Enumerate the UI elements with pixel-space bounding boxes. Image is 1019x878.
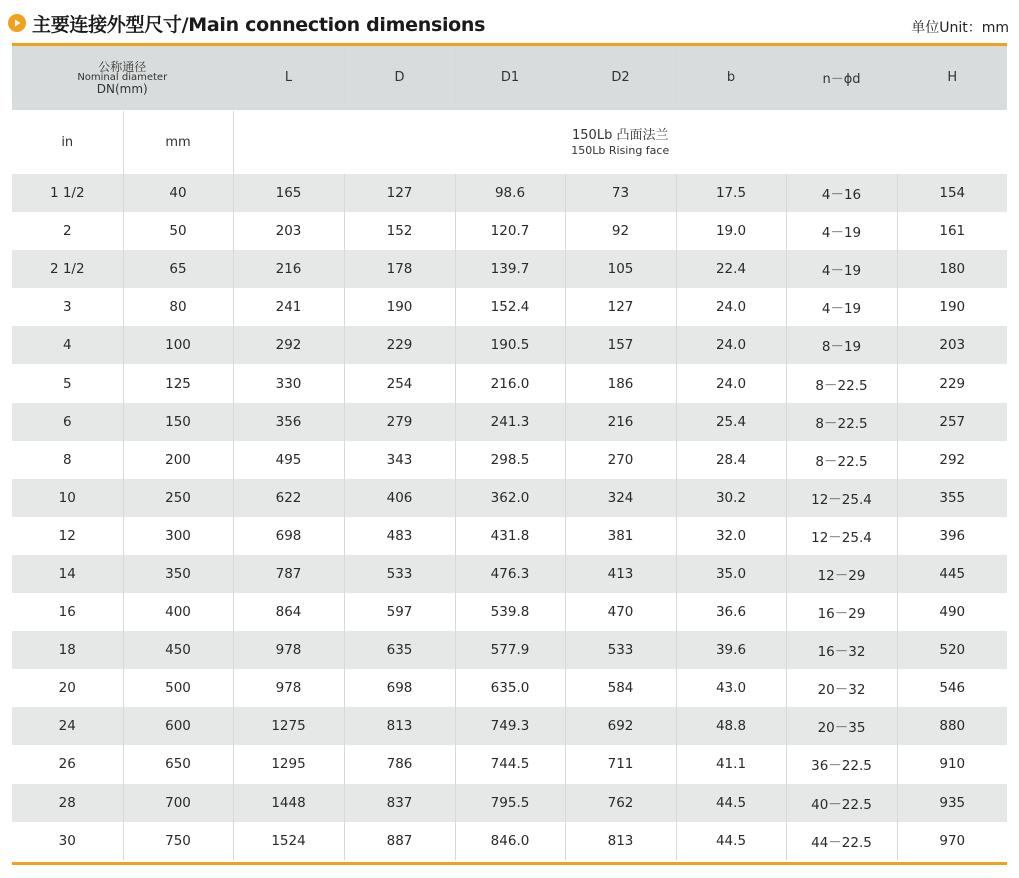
- table-cell: 600: [123, 707, 233, 745]
- table-cell: 28.4: [676, 441, 786, 479]
- table-cell: 698: [344, 669, 455, 707]
- table-cell: 880: [897, 707, 1007, 745]
- table-cell: 28: [12, 784, 123, 822]
- table-cell: 2 1/2: [12, 250, 123, 288]
- table-cell: 970: [897, 822, 1007, 860]
- table-cell: 1 1/2: [12, 174, 123, 212]
- table-cell: 500: [123, 669, 233, 707]
- table-cell: 241.3: [455, 403, 565, 441]
- column-header: L: [233, 43, 344, 110]
- column-header: H: [897, 43, 1007, 110]
- table-cell: 44.5: [676, 784, 786, 822]
- table-cell: 92: [565, 212, 676, 250]
- table-cell: 476.3: [455, 555, 565, 593]
- nominal-diameter-header: [12, 43, 233, 110]
- table-cell: 30.2: [676, 479, 786, 517]
- table-cell: 203: [897, 326, 1007, 364]
- table-cell: 887: [344, 822, 455, 860]
- table-cell: 935: [897, 784, 1007, 822]
- table-cell: 36－22.5: [786, 745, 897, 783]
- table-cell: 35.0: [676, 555, 786, 593]
- table-cell: 44－22.5: [786, 822, 897, 860]
- table-cell: 105: [565, 250, 676, 288]
- table-cell: 750: [123, 822, 233, 860]
- flange-type-en: 150Lb Rising face: [571, 143, 670, 157]
- table-cell: 6: [12, 403, 123, 441]
- table-cell: 1295: [233, 745, 344, 783]
- table-cell: 787: [233, 555, 344, 593]
- table-cell: 324: [565, 479, 676, 517]
- table-cell: 8－22.5: [786, 364, 897, 402]
- table-cell: 186: [565, 364, 676, 402]
- table-cell: 355: [897, 479, 1007, 517]
- table-cell: 350: [123, 555, 233, 593]
- table-cell: 520: [897, 631, 1007, 669]
- table-cell: 24: [12, 707, 123, 745]
- table-cell: 3: [12, 288, 123, 326]
- table-cell: 152.4: [455, 288, 565, 326]
- table-cell: 813: [565, 822, 676, 860]
- table-cell: 241: [233, 288, 344, 326]
- table-cell: 396: [897, 517, 1007, 555]
- table-cell: 73: [565, 174, 676, 212]
- table-cell: 98.6: [455, 174, 565, 212]
- table-cell: 80: [123, 288, 233, 326]
- table-cell: 48.8: [676, 707, 786, 745]
- table-cell: 180: [897, 250, 1007, 288]
- unit-label: 单位Unit：mm: [911, 20, 1009, 36]
- table-cell: 229: [897, 364, 1007, 402]
- table-cell: 711: [565, 745, 676, 783]
- table-cell: 12－25.4: [786, 517, 897, 555]
- table-row: [12, 555, 1007, 593]
- table-cell: 30: [12, 822, 123, 860]
- table-cell: 10: [12, 479, 123, 517]
- table-cell: 539.8: [455, 593, 565, 631]
- table-cell: 165: [233, 174, 344, 212]
- table-cell: 292: [897, 441, 1007, 479]
- table-cell: 762: [565, 784, 676, 822]
- table-cell: 200: [123, 441, 233, 479]
- subheader-row: [12, 110, 1007, 174]
- table-cell: 1524: [233, 822, 344, 860]
- table-cell: 120.7: [455, 212, 565, 250]
- table-cell: 381: [565, 517, 676, 555]
- table-cell: 597: [344, 593, 455, 631]
- nominal-diameter-dn: DN(mm): [96, 81, 148, 96]
- table-cell: 216: [233, 250, 344, 288]
- column-header: b: [676, 43, 786, 110]
- table-cell: 330: [233, 364, 344, 402]
- table-cell: 692: [565, 707, 676, 745]
- table-cell: 910: [897, 745, 1007, 783]
- table-row: [12, 707, 1007, 745]
- table-row: [12, 822, 1007, 860]
- table-cell: 39.6: [676, 631, 786, 669]
- table-row: [12, 212, 1007, 250]
- table-cell: 14: [12, 555, 123, 593]
- table-cell: 139.7: [455, 250, 565, 288]
- table-cell: 36.6: [676, 593, 786, 631]
- table-cell: 343: [344, 441, 455, 479]
- table-cell: 4－19: [786, 288, 897, 326]
- table-cell: 846.0: [455, 822, 565, 860]
- table-row: [12, 593, 1007, 631]
- table-cell: 786: [344, 745, 455, 783]
- table-cell: 40－22.5: [786, 784, 897, 822]
- table-cell: 44.5: [676, 822, 786, 860]
- table-cell: 16－29: [786, 593, 897, 631]
- column-header: D1: [455, 43, 565, 110]
- table-cell: 635.0: [455, 669, 565, 707]
- table-cell: 483: [344, 517, 455, 555]
- table-cell: 190: [344, 288, 455, 326]
- column-header: D: [344, 43, 455, 110]
- table-cell: 749.3: [455, 707, 565, 745]
- table-cell: 190.5: [455, 326, 565, 364]
- table-cell: 622: [233, 479, 344, 517]
- table-cell: 12－29: [786, 555, 897, 593]
- table-cell: 20: [12, 669, 123, 707]
- table-cell: 16－32: [786, 631, 897, 669]
- table-cell: 300: [123, 517, 233, 555]
- unit-in-header: in: [12, 110, 123, 174]
- flange-type-zh: 150Lb 凸面法兰: [572, 127, 669, 143]
- table-cell: 8－22.5: [786, 441, 897, 479]
- table-cell: 795.5: [455, 784, 565, 822]
- column-header: D2: [565, 43, 676, 110]
- table-cell: 250: [123, 479, 233, 517]
- table-cell: 533: [344, 555, 455, 593]
- title-bar: [8, 10, 485, 36]
- table-cell: 292: [233, 326, 344, 364]
- table-cell: 445: [897, 555, 1007, 593]
- table-cell: 19.0: [676, 212, 786, 250]
- table-cell: 362.0: [455, 479, 565, 517]
- dimensions-table-container: [12, 43, 1007, 865]
- table-cell: 864: [233, 593, 344, 631]
- table-cell: 24.0: [676, 326, 786, 364]
- table-cell: 125: [123, 364, 233, 402]
- table-cell: 577.9: [455, 631, 565, 669]
- table-cell: 978: [233, 631, 344, 669]
- table-cell: 40: [123, 174, 233, 212]
- table-cell: 4－16: [786, 174, 897, 212]
- table-cell: 4－19: [786, 250, 897, 288]
- table-row: [12, 745, 1007, 783]
- table-row: [12, 631, 1007, 669]
- table-row: [12, 403, 1007, 441]
- table-cell: 18: [12, 631, 123, 669]
- table-row: [12, 784, 1007, 822]
- table-cell: 161: [897, 212, 1007, 250]
- table-cell: 8－19: [786, 326, 897, 364]
- table-cell: 216: [565, 403, 676, 441]
- table-cell: 20－35: [786, 707, 897, 745]
- table-cell: 17.5: [676, 174, 786, 212]
- table-cell: 744.5: [455, 745, 565, 783]
- table-cell: 4－19: [786, 212, 897, 250]
- table-cell: 700: [123, 784, 233, 822]
- column-header: n－ϕd: [786, 43, 897, 110]
- table-cell: 20－32: [786, 669, 897, 707]
- table-cell: 178: [344, 250, 455, 288]
- table-cell: 100: [123, 326, 233, 364]
- flange-type-header: [233, 110, 1007, 174]
- table-cell: 4: [12, 326, 123, 364]
- table-cell: 25.4: [676, 403, 786, 441]
- table-cell: 32.0: [676, 517, 786, 555]
- table-cell: 1448: [233, 784, 344, 822]
- table-cell: 650: [123, 745, 233, 783]
- table-cell: 490: [897, 593, 1007, 631]
- table-cell: 298.5: [455, 441, 565, 479]
- table-cell: 22.4: [676, 250, 786, 288]
- table-cell: 413: [565, 555, 676, 593]
- table-row: [12, 288, 1007, 326]
- table-cell: 203: [233, 212, 344, 250]
- table-cell: 495: [233, 441, 344, 479]
- table-cell: 127: [344, 174, 455, 212]
- table-cell: 5: [12, 364, 123, 402]
- table-cell: 546: [897, 669, 1007, 707]
- table-cell: 16: [12, 593, 123, 631]
- table-cell: 41.1: [676, 745, 786, 783]
- table-cell: 127: [565, 288, 676, 326]
- table-cell: 26: [12, 745, 123, 783]
- page-title: 主要连接外型尺寸/Main connection dimensions: [32, 13, 486, 36]
- nominal-diameter-en: Nominal diameter: [77, 71, 168, 83]
- table-cell: 157: [565, 326, 676, 364]
- nominal-diameter-zh: 公称通径: [98, 59, 147, 74]
- table-cell: 470: [565, 593, 676, 631]
- table-cell: 24.0: [676, 288, 786, 326]
- table-cell: 978: [233, 669, 344, 707]
- table-cell: 65: [123, 250, 233, 288]
- table-cell: 270: [565, 441, 676, 479]
- table-cell: 635: [344, 631, 455, 669]
- table-cell: 152: [344, 212, 455, 250]
- table-cell: 8: [12, 441, 123, 479]
- table-cell: 190: [897, 288, 1007, 326]
- table-cell: 431.8: [455, 517, 565, 555]
- table-row: [12, 174, 1007, 212]
- table-row: [12, 441, 1007, 479]
- table-cell: 154: [897, 174, 1007, 212]
- table-cell: 254: [344, 364, 455, 402]
- table-row: [12, 669, 1007, 707]
- table-cell: 356: [233, 403, 344, 441]
- table-cell: 43.0: [676, 669, 786, 707]
- table-row: [12, 479, 1007, 517]
- table-row: [12, 326, 1007, 364]
- table-cell: 229: [344, 326, 455, 364]
- table-cell: 8－22.5: [786, 403, 897, 441]
- table-cell: 584: [565, 669, 676, 707]
- table-cell: 12: [12, 517, 123, 555]
- table-cell: 50: [123, 212, 233, 250]
- table-cell: 533: [565, 631, 676, 669]
- table-cell: 12－25.4: [786, 479, 897, 517]
- play-circle-icon: [8, 14, 26, 32]
- table-cell: 24.0: [676, 364, 786, 402]
- table-cell: 216.0: [455, 364, 565, 402]
- table-row: [12, 250, 1007, 288]
- table-cell: 279: [344, 403, 455, 441]
- dimensions-table: [12, 43, 1007, 860]
- table-cell: 837: [344, 784, 455, 822]
- table-cell: 450: [123, 631, 233, 669]
- table-body: [12, 174, 1007, 860]
- table-cell: 400: [123, 593, 233, 631]
- table-row: [12, 517, 1007, 555]
- table-cell: 406: [344, 479, 455, 517]
- table-cell: 813: [344, 707, 455, 745]
- table-cell: 150: [123, 403, 233, 441]
- table-cell: 2: [12, 212, 123, 250]
- unit-mm-header: mm: [123, 110, 233, 174]
- header-row: [12, 43, 1007, 110]
- table-cell: 1275: [233, 707, 344, 745]
- table-row: [12, 364, 1007, 402]
- table-cell: 257: [897, 403, 1007, 441]
- table-cell: 698: [233, 517, 344, 555]
